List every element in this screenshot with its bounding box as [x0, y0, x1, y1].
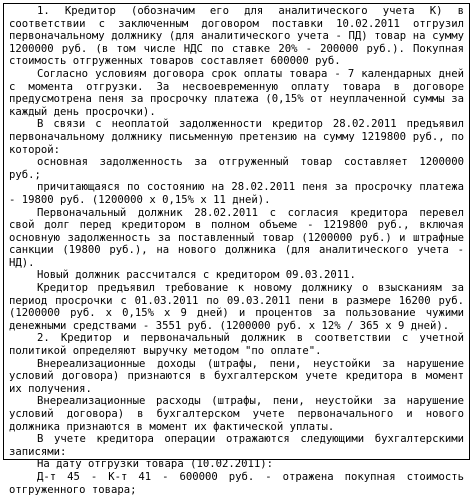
paragraph-6: Первоначальный должник 28.02.2011 с согласия кредитора перевел свой долг перед кредитором в полном объеме - 1219800 руб., включая основную задолженность за поставленный товар (1200000 руб.) и штрафные санкции (19800 руб.), на нового должника (для аналитического учета - НД). [9, 206, 464, 269]
paragraph-8: Кредитор предъявил требование к новому должнику о взысканиям за период просрочки с 01.03.2011 по 09.03.2011 пени в размере 16200 руб. (1200000 руб. х 0,15% х 9 дней) и процентов за пользование чужими денежными средствами - 3551 руб. (1200000 руб. х 12% / 365 х 9 дней). [9, 282, 464, 332]
paragraph-4: основная задолженность за отгруженный товар составляет 1200000 руб.; [9, 156, 464, 181]
paragraph-9: 2. Кредитор и первоначальный должник в соответствии с учетной политикой определяют выручку методом "по оплате". [9, 332, 464, 358]
paragraph-13: На дату отгрузки товара (10.02.2011): [37, 458, 273, 471]
paragraph-1: 1. Кредитор (обозначим его для аналитического учета К) в соответствии с заключенным договором поставки 10.02.2011 отгрузил первоначальному должнику (для аналитического учета - ПД) товар на сумму 1200000 руб. (в том числе НДС по ставке 20% - 200000 руб.). Покупная стоимость отгруженных товаров составляет 600000 руб. [9, 5, 464, 68]
paragraph-11: Внереализационные расходы (штрафы, пени, неустойки за нарушение условий договора) в бухгалтерском учете первоначального и нового должника признаются в момент их фактической уплаты. [9, 395, 464, 433]
paragraph-5: причитающаяся по состоянию на 28.02.2011 пеня за просрочку платежа - 19800 руб. (1200000 х 0,15% х 11 дней). [9, 181, 464, 206]
paragraph-12: В учете кредитора операции отражаются следующими бухгалтерскими записями: [9, 433, 464, 458]
paragraph-3: В связи с неоплатой задолженности кредитор 28.02.2011 предъявил первоначальному должнику письменную претензию на сумму 1219800 руб., по которой: [9, 118, 464, 156]
paragraph-14: Д-т 45 - К-т 41 - 600000 руб. - отражена покупная стоимость отгруженного товара; [9, 470, 464, 496]
paragraph-10: Внереализационные доходы (штрафы, пени, неустойки за нарушение условий договора) признаются в бухгалтерском учете кредитора в момент их получения. [9, 357, 464, 395]
paragraph-7: Новый должник рассчитался с кредитором 09.03.2011. [37, 269, 356, 282]
document-text-block [3, 3, 470, 496]
paragraph-2: Согласно условиям договора срок оплаты товара - 7 календарных дней с момента отгрузки. За несвоевременную оплату товара в договоре предусмотрена пеня за просрочку платежа (0,15% от неуплаченной суммы за каждый день просрочки). [9, 67, 464, 118]
